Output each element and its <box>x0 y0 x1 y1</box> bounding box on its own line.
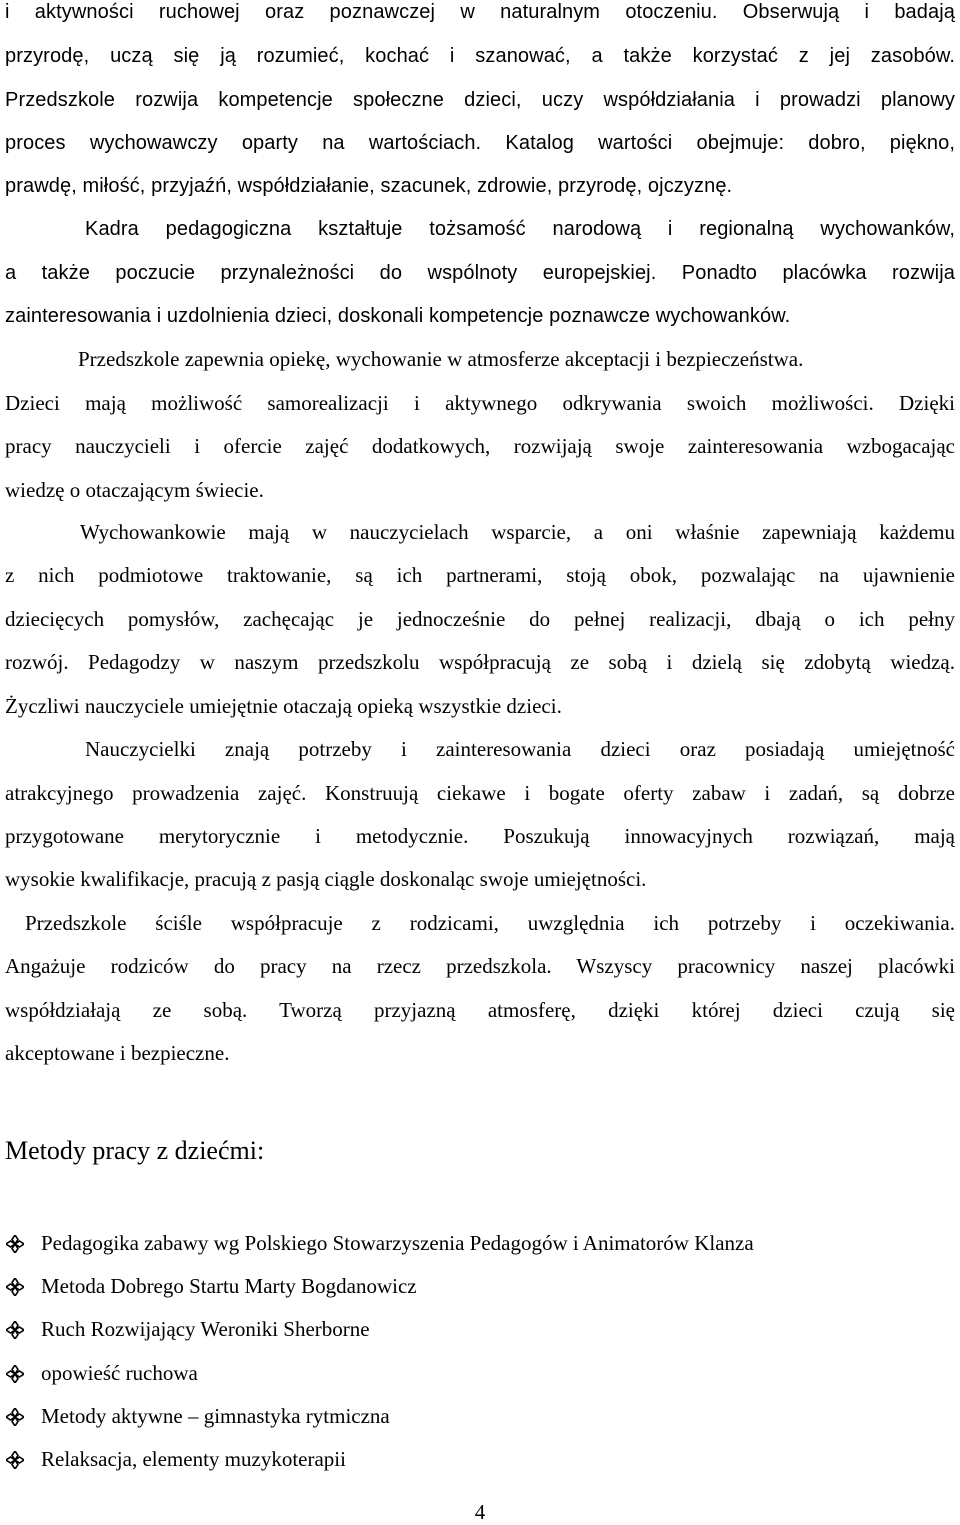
text-line: Życzliwi nauczyciele umiejętnie otaczają opieką wszystkie dzieci. <box>5 694 562 718</box>
list-item-text: Metoda Dobrego Startu Marty Bogdanowicz <box>41 1274 417 1298</box>
text-line: przygotowane merytorycznie i metodycznie. Poszukują innowacyjnych rozwiązań, mają <box>5 824 955 848</box>
text-line: prawdę, miłość, przyjaźń, współdziałanie, szacunek, zdrowie, przyrodę, ojczyznę. <box>5 175 733 197</box>
text-line: Angażuje rodziców do pracy na rzecz przedszkola. Wszyscy pracownicy naszej placówki <box>5 954 955 978</box>
list-item-text: Relaksacja, elementy muzykoterapii <box>41 1447 346 1471</box>
section-heading: Metody pracy z dziećmi: <box>5 1136 265 1165</box>
text-line: z nich podmiotowe traktowanie, są ich partnerami, stoją obok, pozwalając na ujawnienie <box>5 563 955 587</box>
list-item-text: Pedagogika zabawy wg Polskiego Stowarzyszenia Pedagogów i Animatorów Klanza <box>41 1231 754 1255</box>
text-line: a także poczucie przynależności do wspólnoty europejskiej. Ponadto placówka rozwija <box>5 262 955 284</box>
four-diamond-bullet-icon <box>6 1321 24 1339</box>
text-line: i aktywności ruchowej oraz poznawczej w naturalnym otoczeniu. Obserwują i badają <box>5 1 955 23</box>
text-line: Dzieci mają możliwość samorealizacji i aktywnego odkrywania swoich możliwości. Dzięki <box>5 391 955 415</box>
list-item-text: Ruch Rozwijający Weroniki Sherborne <box>41 1317 370 1341</box>
text-line: Nauczycielki znają potrzeby i zainteresowania dzieci oraz posiadają umiejętność <box>85 737 955 761</box>
text-line: zainteresowania i uzdolnienia dzieci, doskonali kompetencje poznawcze wychowanków. <box>5 305 791 327</box>
text-line: dziecięcych pomysłów, zachęcając je jednocześnie do pełnej realizacji, dbają o ich pełny <box>5 607 955 631</box>
text-line: współdziałają ze sobą. Tworzą przyjazną atmosferę, dzięki której dzieci czują się <box>5 998 955 1022</box>
text-line: Kadra pedagogiczna kształtuje tożsamość narodową i regionalną wychowanków, <box>85 218 955 240</box>
text-line: Wychowankowie mają w nauczycielach wsparcie, a oni właśnie zapewniają każdemu <box>80 520 955 544</box>
text-line: pracy nauczycieli i ofercie zajęć dodatkowych, rozwijają swoje zainteresowania wzbogacając <box>5 434 955 458</box>
four-diamond-bullet-icon <box>6 1451 24 1469</box>
text-line: Przedszkole zapewnia opiekę, wychowanie w atmosferze akceptacji i bezpieczeństwa. <box>78 347 804 371</box>
text-line: przyrodę, uczą się ją rozumieć, kochać i szanować, a także korzystać z jej zasobów. <box>5 45 955 67</box>
text-line: rozwój. Pedagodzy w naszym przedszkolu współpracują ze sobą i dzielą się zdobytą wiedzą. <box>5 650 955 674</box>
text-line: proces wychowawczy oparty na wartościach. Katalog wartości obejmuje: dobro, piękno, <box>5 132 955 154</box>
text-line: wysokie kwalifikacje, pracują z pasją ciągle doskonaląc swoje umiejętności. <box>5 867 647 891</box>
text-line: Przedszkole rozwija kompetencje społeczne dzieci, uczy współdziałania i prowadzi planowy <box>5 89 955 111</box>
four-diamond-bullet-icon <box>6 1278 24 1296</box>
page-number: 4 <box>474 1500 486 1524</box>
text-line: Przedszkole ściśle współpracuje z rodzicami, uwzględnia ich potrzeby i oczekiwania. <box>25 911 955 935</box>
four-diamond-bullet-icon <box>6 1365 24 1383</box>
list-item-text: Metody aktywne – gimnastyka rytmiczna <box>41 1404 390 1428</box>
four-diamond-bullet-icon <box>6 1408 24 1426</box>
list-item-text: opowieść ruchowa <box>41 1361 198 1385</box>
four-diamond-bullet-icon <box>6 1235 24 1253</box>
text-line: wiedzę o otaczającym świecie. <box>5 478 264 502</box>
text-line: akceptowane i bezpieczne. <box>5 1041 230 1065</box>
text-line: atrakcyjnego prowadzenia zajęć. Konstruują ciekawe i bogate oferty zabaw i zadań, są dobrze <box>5 781 955 805</box>
